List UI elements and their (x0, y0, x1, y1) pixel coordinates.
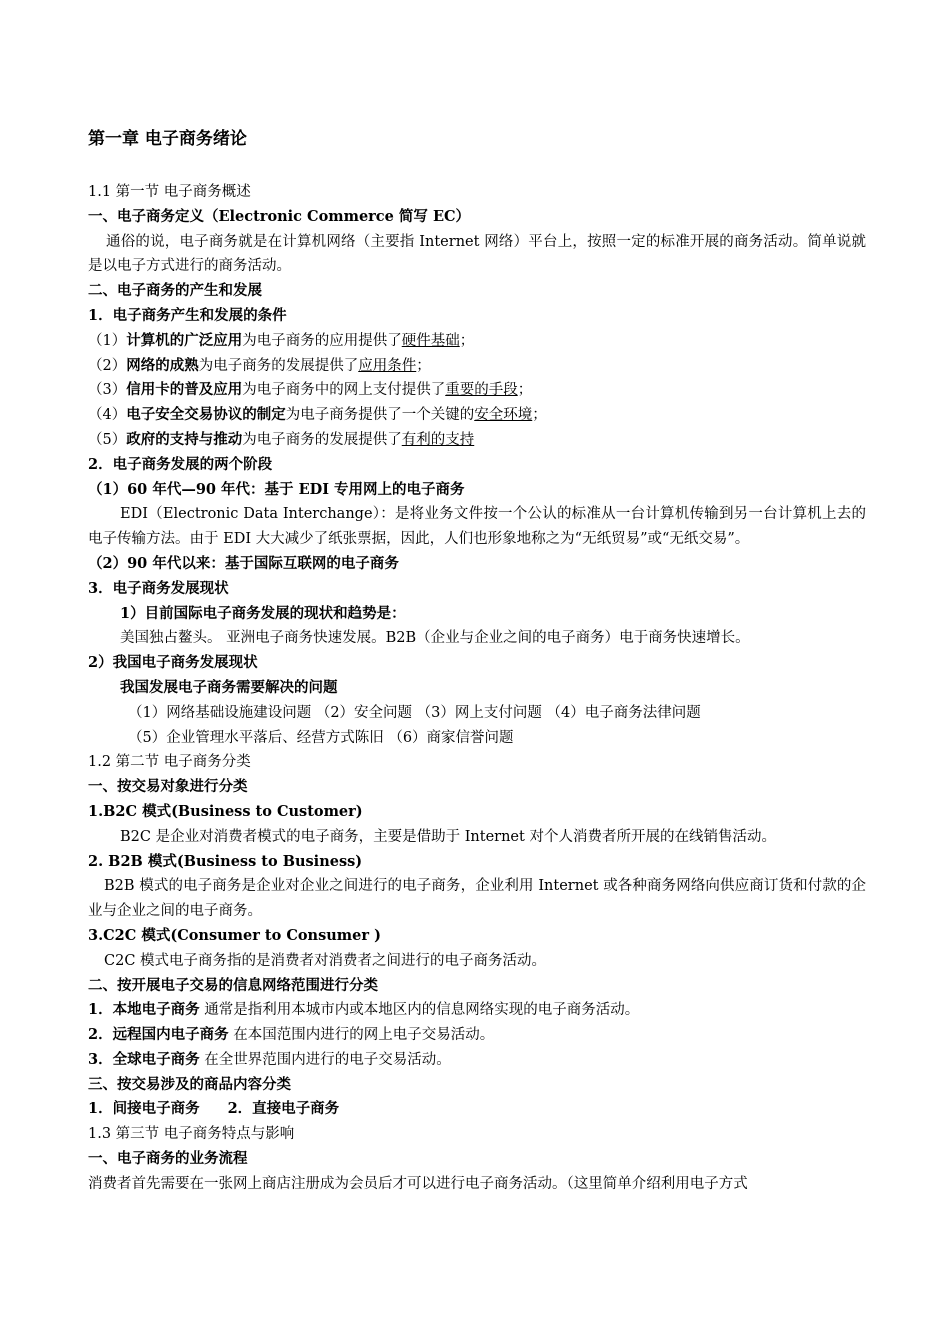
condition-end: ； (517, 382, 533, 399)
section-heading-1-2: 1.2 第二节 电子商务分类 (88, 754, 251, 771)
heading-international: 1）目前国际电子商务发展的现状和趋势是： (120, 604, 406, 622)
condition-text: 为电子商务中的网上支付提供了 (242, 382, 446, 399)
issues-line-1: （1）网络基础设施建设问题 （2）安全问题 （3）网上支付问题 （4）电子商务法律问题 (128, 704, 701, 721)
network-desc: 在本国范围内进行的网上电子交易活动。 (228, 1027, 495, 1044)
paragraph-b2b: B2B 模式的电子商务是企业对企业之间进行的电子商务，企业利用 Internet 或各种商务网络向供应商订货和付款的企业与企业之间的电子商务。 (88, 878, 866, 920)
paragraph-c2c: C2C 模式电子商务指的是消费者对消费者之间进行的电子商务活动。 (104, 952, 547, 969)
condition-item (88, 354, 866, 379)
network-desc: 通常是指利用本城市内或本地区内的信息网络实现的电子商务活动。 (199, 1002, 640, 1019)
condition-subject: 信用卡的普及应用 (126, 381, 243, 399)
condition-item (88, 428, 866, 453)
condition-underlined: 硬件基础 (401, 332, 460, 349)
network-type: 3．全球电子商务 (88, 1050, 200, 1068)
section-heading-1-1: 1.1 第一节 电子商务概述 (88, 184, 251, 200)
condition-underlined: 应用条件 (358, 357, 417, 374)
network-type: 1．本地电子商务 (88, 1001, 200, 1019)
condition-subject: 网络的成熟 (126, 356, 199, 374)
heading-b2b: 2. B2B 模式(Business to Business) (88, 852, 363, 870)
heading-business-flow: 一、电子商务的业务流程 (88, 1150, 248, 1168)
paragraph-international: 美国独占鳌头。 亚洲电子商务快速发展。B2B（企业与企业之间的电子商务）电于商务快速增长。 (120, 630, 750, 647)
heading-stages: 2．电子商务发展的两个阶段 (88, 455, 273, 473)
condition-item (88, 329, 866, 354)
network-item (88, 1048, 866, 1073)
condition-subject: 电子安全交易协议的制定 (126, 406, 286, 424)
heading-china: 2）我国电子商务发展现状 (88, 654, 258, 672)
goods-types (88, 1097, 866, 1122)
heading-by-network: 二、按开展电子交易的信息网络范围进行分类 (88, 976, 378, 994)
condition-underlined: 有利的支持 (401, 431, 475, 448)
network-type: 2．远程国内电子商务 (88, 1026, 229, 1044)
paragraph-definition: 通俗的说，电子商务就是在计算机网络（主要指 Internet 网络）平台上，按照一定的标准开展的商务活动。简单说就是以电子方式进行的商务活动。 (88, 233, 866, 275)
condition-text: 为电子商务的发展提供了 (242, 431, 402, 448)
heading-b2c: 1.B2C 模式(Business to Customer) (88, 802, 363, 820)
paragraph-edi: EDI（Electronic Data Interchange）：是将业务文件按一个公认的标准从一台计算机传输到另一台计算机上去的电子传输方法。由于 EDI 大大减少了纸张票据，因此，人们也形象地称之为“无纸贸易”或“无纸交易”。 (88, 506, 866, 548)
condition-subject: 政府的支持与推动 (126, 430, 243, 448)
heading-by-object: 一、按交易对象进行分类 (88, 778, 248, 796)
chapter-title: 第一章 电子商务绪论 (88, 129, 247, 149)
heading-china-issues: 我国发展电子商务需要解决的问题 (120, 678, 338, 696)
heading-c2c: 3.C2C 模式(Consumer to Consumer ) (88, 926, 381, 944)
condition-number: （3） (88, 382, 127, 399)
network-desc: 在全世界范围内进行的电子交易活动。 (199, 1051, 451, 1068)
condition-text: 为电子商务的应用提供了 (242, 332, 402, 349)
paragraph-b2c: B2C 是企业对消费者模式的电子商务，主要是借助于 Internet 对个人消费者所开展的在线销售活动。 (120, 828, 776, 845)
condition-end: ； (532, 407, 547, 424)
condition-number: （4） (88, 407, 127, 424)
heading-definition: 一、电子商务定义（Electronic Commerce 简写 EC） (88, 207, 471, 225)
issues-line-2: （5）企业管理水平落后、经营方式陈旧 （6）商家信誉问题 (128, 729, 514, 746)
condition-number: （2） (88, 357, 127, 374)
heading-by-goods: 三、按交易涉及的商品内容分类 (88, 1075, 291, 1093)
network-item (88, 1023, 866, 1048)
condition-item (88, 378, 866, 403)
document-page (88, 126, 866, 1197)
goods-type-indirect: 1．间接电子商务 (88, 1100, 200, 1118)
condition-text: 为电子商务的发展提供了 (198, 357, 359, 374)
network-item (88, 998, 866, 1023)
heading-conditions: 1．电子商务产生和发展的条件 (88, 306, 287, 324)
paragraph-business-flow: 消费者首先需要在一张网上商店注册成为会员后才可以进行电子商务活动。（这里简单介绍利用电子方式 (88, 1175, 748, 1192)
heading-stage-1: （1）60 年代—90 年代：基于 EDI 专用网上的电子商务 (88, 480, 465, 498)
heading-stage-2: （2）90 年代以来：基于国际互联网的电子商务 (88, 554, 399, 572)
condition-number: （5） (88, 431, 127, 448)
condition-end: ； (416, 357, 431, 374)
condition-subject: 计算机的广泛应用 (126, 331, 243, 349)
condition-item (88, 403, 866, 428)
condition-text: 为电子商务提供了一个关键的 (285, 407, 475, 424)
condition-number: （1） (88, 332, 127, 349)
heading-development: 二、电子商务的产生和发展 (88, 282, 262, 300)
heading-status: 3．电子商务发展现状 (88, 579, 229, 597)
condition-end: ； (459, 332, 475, 349)
section-heading-1-3: 1.3 第三节 电子商务特点与影响 (88, 1126, 295, 1143)
condition-underlined: 安全环境 (474, 407, 533, 424)
conditions-list (88, 329, 866, 453)
goods-type-direct: 2．直接电子商务 (227, 1100, 340, 1118)
condition-underlined: 重要的手段 (445, 382, 518, 399)
